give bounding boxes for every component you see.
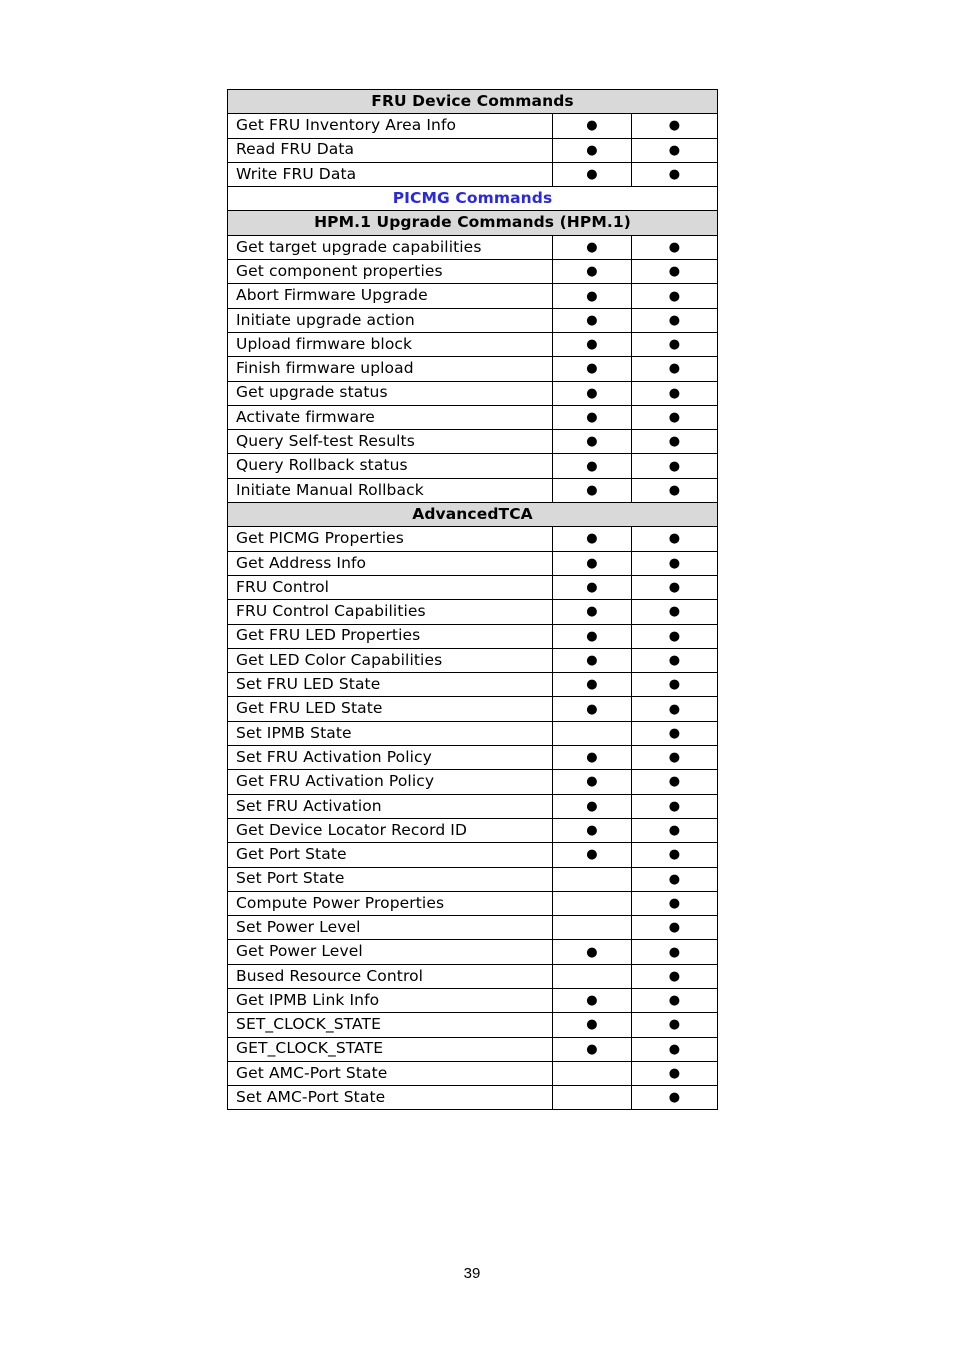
support-marker-col2: ● [632,430,718,454]
support-marker-col1 [553,916,632,940]
support-marker-col2: ● [632,332,718,356]
table-row [228,430,718,454]
table-row [228,697,718,721]
command-name: Set IPMB State [228,721,553,745]
table-row [228,235,718,259]
support-marker-col2: ● [632,964,718,988]
support-marker-col1: ● [553,527,632,551]
table-row [228,551,718,575]
command-name: Get Port State [228,843,553,867]
command-name: Get Address Info [228,551,553,575]
table-row [228,843,718,867]
table-row [228,1037,718,1061]
support-marker-col2: ● [632,794,718,818]
support-marker-col2: ● [632,260,718,284]
table-row [228,940,718,964]
support-marker-col2: ● [632,916,718,940]
support-marker-col1: ● [553,308,632,332]
table-row [228,527,718,551]
command-name: Finish firmware upload [228,357,553,381]
command-name: Get FRU Inventory Area Info [228,114,553,138]
command-name: Bused Resource Control [228,964,553,988]
support-marker-col1: ● [553,746,632,770]
table-row [228,916,718,940]
support-marker-col2: ● [632,527,718,551]
table-row [228,867,718,891]
support-marker-col1: ● [553,843,632,867]
command-name: Initiate upgrade action [228,308,553,332]
section-header: AdvancedTCA [228,503,718,527]
table-row [228,964,718,988]
section-header-row [228,90,718,114]
support-marker-col2: ● [632,114,718,138]
command-name: Write FRU Data [228,162,553,186]
support-marker-col2: ● [632,648,718,672]
support-marker-col1 [553,1061,632,1085]
support-marker-col1 [553,891,632,915]
command-name: Get FRU LED State [228,697,553,721]
support-marker-col2: ● [632,357,718,381]
table-row [228,673,718,697]
support-marker-col2: ● [632,162,718,186]
support-marker-col2: ● [632,867,718,891]
command-name: Set Power Level [228,916,553,940]
command-name: Read FRU Data [228,138,553,162]
table-row [228,357,718,381]
table-row [228,575,718,599]
support-marker-col2: ● [632,454,718,478]
support-marker-col1: ● [553,284,632,308]
support-marker-col1: ● [553,673,632,697]
command-name: Abort Firmware Upgrade [228,284,553,308]
support-marker-col2: ● [632,405,718,429]
support-marker-col1: ● [553,818,632,842]
command-name: Compute Power Properties [228,891,553,915]
support-marker-col2: ● [632,843,718,867]
support-marker-col2: ● [632,988,718,1012]
support-marker-col1: ● [553,551,632,575]
table-row [228,988,718,1012]
table-row [228,332,718,356]
support-marker-col1: ● [553,1037,632,1061]
support-marker-col1 [553,721,632,745]
support-marker-col2: ● [632,381,718,405]
command-name: Set AMC-Port State [228,1086,553,1110]
command-name: Get FRU LED Properties [228,624,553,648]
table-row [228,162,718,186]
command-name: SET_CLOCK_STATE [228,1013,553,1037]
section-header: FRU Device Commands [228,90,718,114]
support-marker-col2: ● [632,575,718,599]
command-name: Set FRU Activation Policy [228,746,553,770]
support-marker-col2: ● [632,1086,718,1110]
support-marker-col1: ● [553,235,632,259]
support-marker-col1: ● [553,478,632,502]
table-row [228,138,718,162]
support-marker-col2: ● [632,721,718,745]
support-marker-col2: ● [632,235,718,259]
support-marker-col2: ● [632,600,718,624]
table-row [228,405,718,429]
support-marker-col1 [553,964,632,988]
command-name: FRU Control [228,575,553,599]
page-number: 39 [463,1265,481,1282]
support-marker-col1: ● [553,114,632,138]
support-marker-col2: ● [632,551,718,575]
section-header: HPM.1 Upgrade Commands (HPM.1) [228,211,718,235]
table-row [228,1061,718,1085]
support-marker-col1: ● [553,770,632,794]
command-name: Upload firmware block [228,332,553,356]
support-marker-col1: ● [553,381,632,405]
command-name: Set FRU LED State [228,673,553,697]
support-marker-col2: ● [632,308,718,332]
support-marker-col2: ● [632,770,718,794]
table-row [228,308,718,332]
support-marker-col1: ● [553,332,632,356]
support-marker-col1 [553,867,632,891]
table-row [228,891,718,915]
command-support-table [227,89,718,1110]
support-marker-col2: ● [632,940,718,964]
table-row [228,260,718,284]
table-row [228,648,718,672]
table-row [228,770,718,794]
command-name: Get LED Color Capabilities [228,648,553,672]
table-row [228,746,718,770]
table-row [228,794,718,818]
support-marker-col2: ● [632,1061,718,1085]
support-marker-col1: ● [553,430,632,454]
command-table-body [228,90,718,1110]
command-name: Get FRU Activation Policy [228,770,553,794]
command-name: Set Port State [228,867,553,891]
command-name: Get target upgrade capabilities [228,235,553,259]
table-row [228,721,718,745]
section-header-row [228,503,718,527]
table-row [228,818,718,842]
support-marker-col2: ● [632,138,718,162]
support-marker-col1: ● [553,575,632,599]
command-name: Activate firmware [228,405,553,429]
support-marker-col2: ● [632,891,718,915]
command-name: Get AMC-Port State [228,1061,553,1085]
support-marker-col2: ● [632,624,718,648]
support-marker-col1: ● [553,648,632,672]
section-header-row [228,211,718,235]
command-name: GET_CLOCK_STATE [228,1037,553,1061]
table-row [228,478,718,502]
support-marker-col1: ● [553,357,632,381]
support-marker-col2: ● [632,818,718,842]
support-marker-col1: ● [553,988,632,1012]
support-marker-col1: ● [553,794,632,818]
support-marker-col1: ● [553,138,632,162]
command-name: Get upgrade status [228,381,553,405]
support-marker-col2: ● [632,673,718,697]
support-marker-col1: ● [553,405,632,429]
support-marker-col1: ● [553,162,632,186]
command-name: Query Self-test Results [228,430,553,454]
support-marker-col1: ● [553,454,632,478]
table-row [228,284,718,308]
command-name: Query Rollback status [228,454,553,478]
support-marker-col1: ● [553,697,632,721]
command-name: Initiate Manual Rollback [228,478,553,502]
command-name: Set FRU Activation [228,794,553,818]
section-title-link[interactable]: PICMG Commands [228,187,718,211]
support-marker-col1: ● [553,600,632,624]
support-marker-col1: ● [553,1013,632,1037]
table-row [228,454,718,478]
support-marker-col1 [553,1086,632,1110]
table-row [228,1086,718,1110]
command-name: Get component properties [228,260,553,284]
table-row [228,1013,718,1037]
support-marker-col1: ● [553,624,632,648]
support-marker-col2: ● [632,1013,718,1037]
table-row [228,624,718,648]
support-marker-col2: ● [632,478,718,502]
command-name: Get IPMB Link Info [228,988,553,1012]
section-link-row [228,187,718,211]
command-name: Get PICMG Properties [228,527,553,551]
command-name: Get Device Locator Record ID [228,818,553,842]
support-marker-col2: ● [632,697,718,721]
support-marker-col2: ● [632,1037,718,1061]
table-row [228,600,718,624]
support-marker-col1: ● [553,260,632,284]
command-name: FRU Control Capabilities [228,600,553,624]
support-marker-col1: ● [553,940,632,964]
command-name: Get Power Level [228,940,553,964]
table-row [228,381,718,405]
support-marker-col2: ● [632,284,718,308]
table-row [228,114,718,138]
support-marker-col2: ● [632,746,718,770]
